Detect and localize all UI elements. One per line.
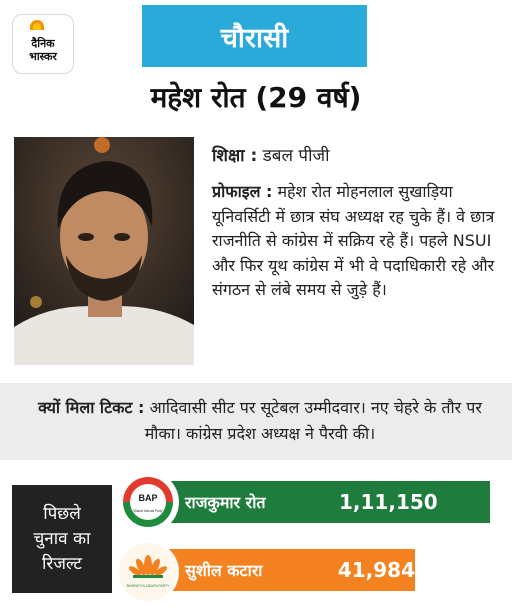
education-value: डबल पीजी xyxy=(257,146,330,166)
ticket-label: क्यों मिला टिकट : xyxy=(38,398,145,417)
profile-paragraph xyxy=(212,180,502,303)
ticket-reason-text xyxy=(20,395,500,447)
result-label-line1: पिछले xyxy=(43,503,81,524)
vote-count: 41,984 xyxy=(337,558,415,582)
previous-result-label xyxy=(12,485,112,593)
bjp-party-logo xyxy=(117,541,179,603)
candidate-name-title: महेश रोत (29 वर्ष) xyxy=(150,81,362,114)
bap-logo-fullname: Bharat Adivasi Party xyxy=(133,509,163,513)
candidate-name: राजकुमार रोत xyxy=(185,493,266,512)
logo-text-line2: भास्कर xyxy=(29,50,57,63)
logo-text-line1: दैनिक xyxy=(31,37,55,50)
profile-label: प्रोफाइल : xyxy=(212,182,273,201)
bap-logo-text: BAP xyxy=(138,493,158,503)
dainik-bhaskar-logo xyxy=(12,14,74,74)
education-label: शिक्षा : xyxy=(212,146,258,166)
candidate-photo xyxy=(14,137,194,365)
constituency-banner: चौरासी xyxy=(142,5,367,67)
candidate-name: सुशील कटारा xyxy=(185,561,263,580)
ticket-value: आदिवासी सीट पर सूटेबल उम्मीदवार। नए चेहरे के तौर पर मौका। कांग्रेस प्रदेश अध्यक्ष ने पैरवी की। xyxy=(144,398,482,443)
bjp-logo-text: BHARATIYA JANATA PARTY xyxy=(126,584,170,588)
education-line xyxy=(212,145,330,167)
result-label-line3: रिजल्ट xyxy=(42,553,82,574)
result-row-bap xyxy=(135,481,490,523)
profile-value: महेश रोत मोहनलाल सुखाड़िया यूनिवर्सिटी में छात्र संघ अध्यक्ष रह चुके हैं। वे छात्र राजनीति से कांग्रेस में सक्रिय रहे हैं। पहले NSUI और फिर यूथ कांग्रेस में भी वे पदाधिकारी रहे और संगठन से लंबे समय से जुड़े हैं। xyxy=(212,182,495,300)
vote-count: 1,11,150 xyxy=(339,490,438,514)
bap-party-logo xyxy=(117,471,179,533)
result-label-line2: चुनाव का xyxy=(33,528,91,549)
